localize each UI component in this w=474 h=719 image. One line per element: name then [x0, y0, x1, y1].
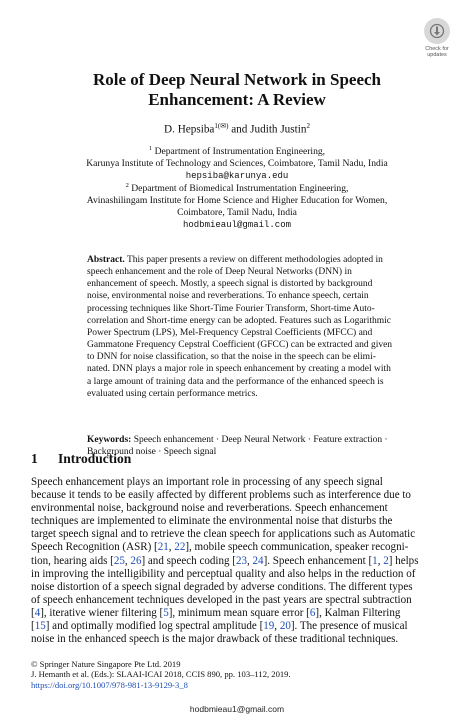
citation-link[interactable]: 19: [263, 620, 275, 633]
citation-link[interactable]: 23: [235, 554, 247, 567]
keywords: Keywords: Speech enhancement · Deep Neural Network · Feature extraction · Background noise · Speech signal: [87, 435, 388, 458]
check-for-updates-badge[interactable]: [415, 18, 459, 58]
author-1-marker: 1(✉): [214, 122, 229, 130]
badge-label: Check for updates: [425, 46, 449, 58]
citation-link[interactable]: 26: [130, 554, 142, 567]
citation-link[interactable]: 2: [383, 554, 389, 567]
abstract: Abstract. This paper presents a review on different methodologies adopted in speech enhancement and the role of Deep Neural Networks (DNN) in enhancement of speech. Mostly, a speech signal is distorted by background noise, environmental noise and reverberations. To enhance speech, certain processing techniques like Short-Time Fourier Transform, Short-time Auto- correlation and Short-time energy can be adopted. Features such as Logarithmic Power Spectrum (LPS), Mel-Frequency Cepstral Coefficients (MFCC) and Gammatone Frequency Cepstral Coefficient (GFCC) can be extracted and given to DNN for noise classification, so that the noise in the speech can be elimi- nated. DNN plays a major role in speech enhancement by creating a model with a large amount of training data and the performance of the enhanced speech is evaluated using certain performance metrics.: [87, 255, 393, 399]
abstract-label: Abstract.: [87, 255, 125, 265]
citation-link[interactable]: 5: [163, 606, 169, 619]
copyright-line: © Springer Nature Singapore Pte Ltd. 2019: [31, 659, 181, 669]
author-1: D. Hepsiba: [164, 123, 215, 136]
section-number: 1: [31, 451, 38, 466]
doi-link[interactable]: https://doi.org/10.1007/978-981-13-9129-3_8: [31, 679, 188, 690]
check-updates-icon: [424, 18, 450, 44]
citation-link[interactable]: 1: [372, 554, 378, 567]
affiliation-1: $^1$ Department of Instrumentation Engineering, Karunya Institute of Technology and Sciences, Coimbatore, Tamil Nadu, India hepsiba@karunya.edu: [40, 143, 434, 182]
citation-link[interactable]: 24: [252, 554, 264, 567]
citation-link[interactable]: 22: [174, 541, 186, 554]
citation-link[interactable]: 4: [34, 606, 41, 619]
citation-link[interactable]: 20: [279, 620, 291, 633]
affiliation-2: $^2$ Department of Biomedical Instrumentation Engineering, Avinashilingam Institute for Home Science and Higher Education for Women, Coimbatore, Tamil Nadu, India hodbmieaul@gmail.com: [40, 180, 434, 231]
citation-link[interactable]: 21: [157, 541, 169, 554]
section-heading: [31, 451, 131, 467]
keywords-label: Keywords:: [87, 435, 132, 445]
citation-link[interactable]: 6: [309, 606, 316, 619]
citation-line: J. Hemanth et al. (Eds.): SLAAI-ICAI 2018, CCIS 890, pp. 103–112, 2019.: [31, 669, 291, 680]
citation-link[interactable]: 25: [113, 554, 125, 567]
email-link-2[interactable]: hodbmieaul@gmail.com: [182, 220, 292, 231]
citation-link[interactable]: 15: [34, 620, 46, 633]
author-2: Judith Justin: [250, 123, 307, 136]
copyright-footer: [31, 659, 291, 690]
author-line: [40, 122, 434, 136]
download-watermark: hodbmieau1@gmail.com: [189, 704, 285, 714]
author-conjunction: and: [228, 123, 251, 136]
email-link-1[interactable]: hepsiba@karunya.edu: [185, 171, 289, 182]
section-title: Introduction: [58, 451, 132, 466]
paper-title: Role of Deep Neural Network in Speech Enhancement: A Review: [92, 70, 381, 109]
introduction-body: Speech enhancement plays an important role in processing of any speech signal because it tends to be easily affected by different problems such as interference due to environmental noise, background noise and reverberations. Speech enhancement techniques are implemented to eliminate the environmental noise that disturbs the target speech signal and to retrieve the clean speech for applications such as Automatic Speech Recognition (ASR) [21, 22], mobile speech communication, speaker recogni- tion, hearing aids [25, 26] and speech coding [23, 24]. Speech enhancement [1, 2] helps in improving the intelligibility and perceptual quality and also helps in the reduction of noise distortion of a speech signal degraded by adverse conditions. The different types of speech enhancement techniques developed in the past years are spectral subtraction [4], iterative wiener filtering [5], minimum mean square error [6], Kalman Filtering [15] and optimally modified log spectral amplitude [19, 20]. The presence of musical noise in the enhanced speech is the major drawback of these traditional techniques.: [31, 476, 419, 646]
author-2-marker: 2: [306, 122, 310, 130]
